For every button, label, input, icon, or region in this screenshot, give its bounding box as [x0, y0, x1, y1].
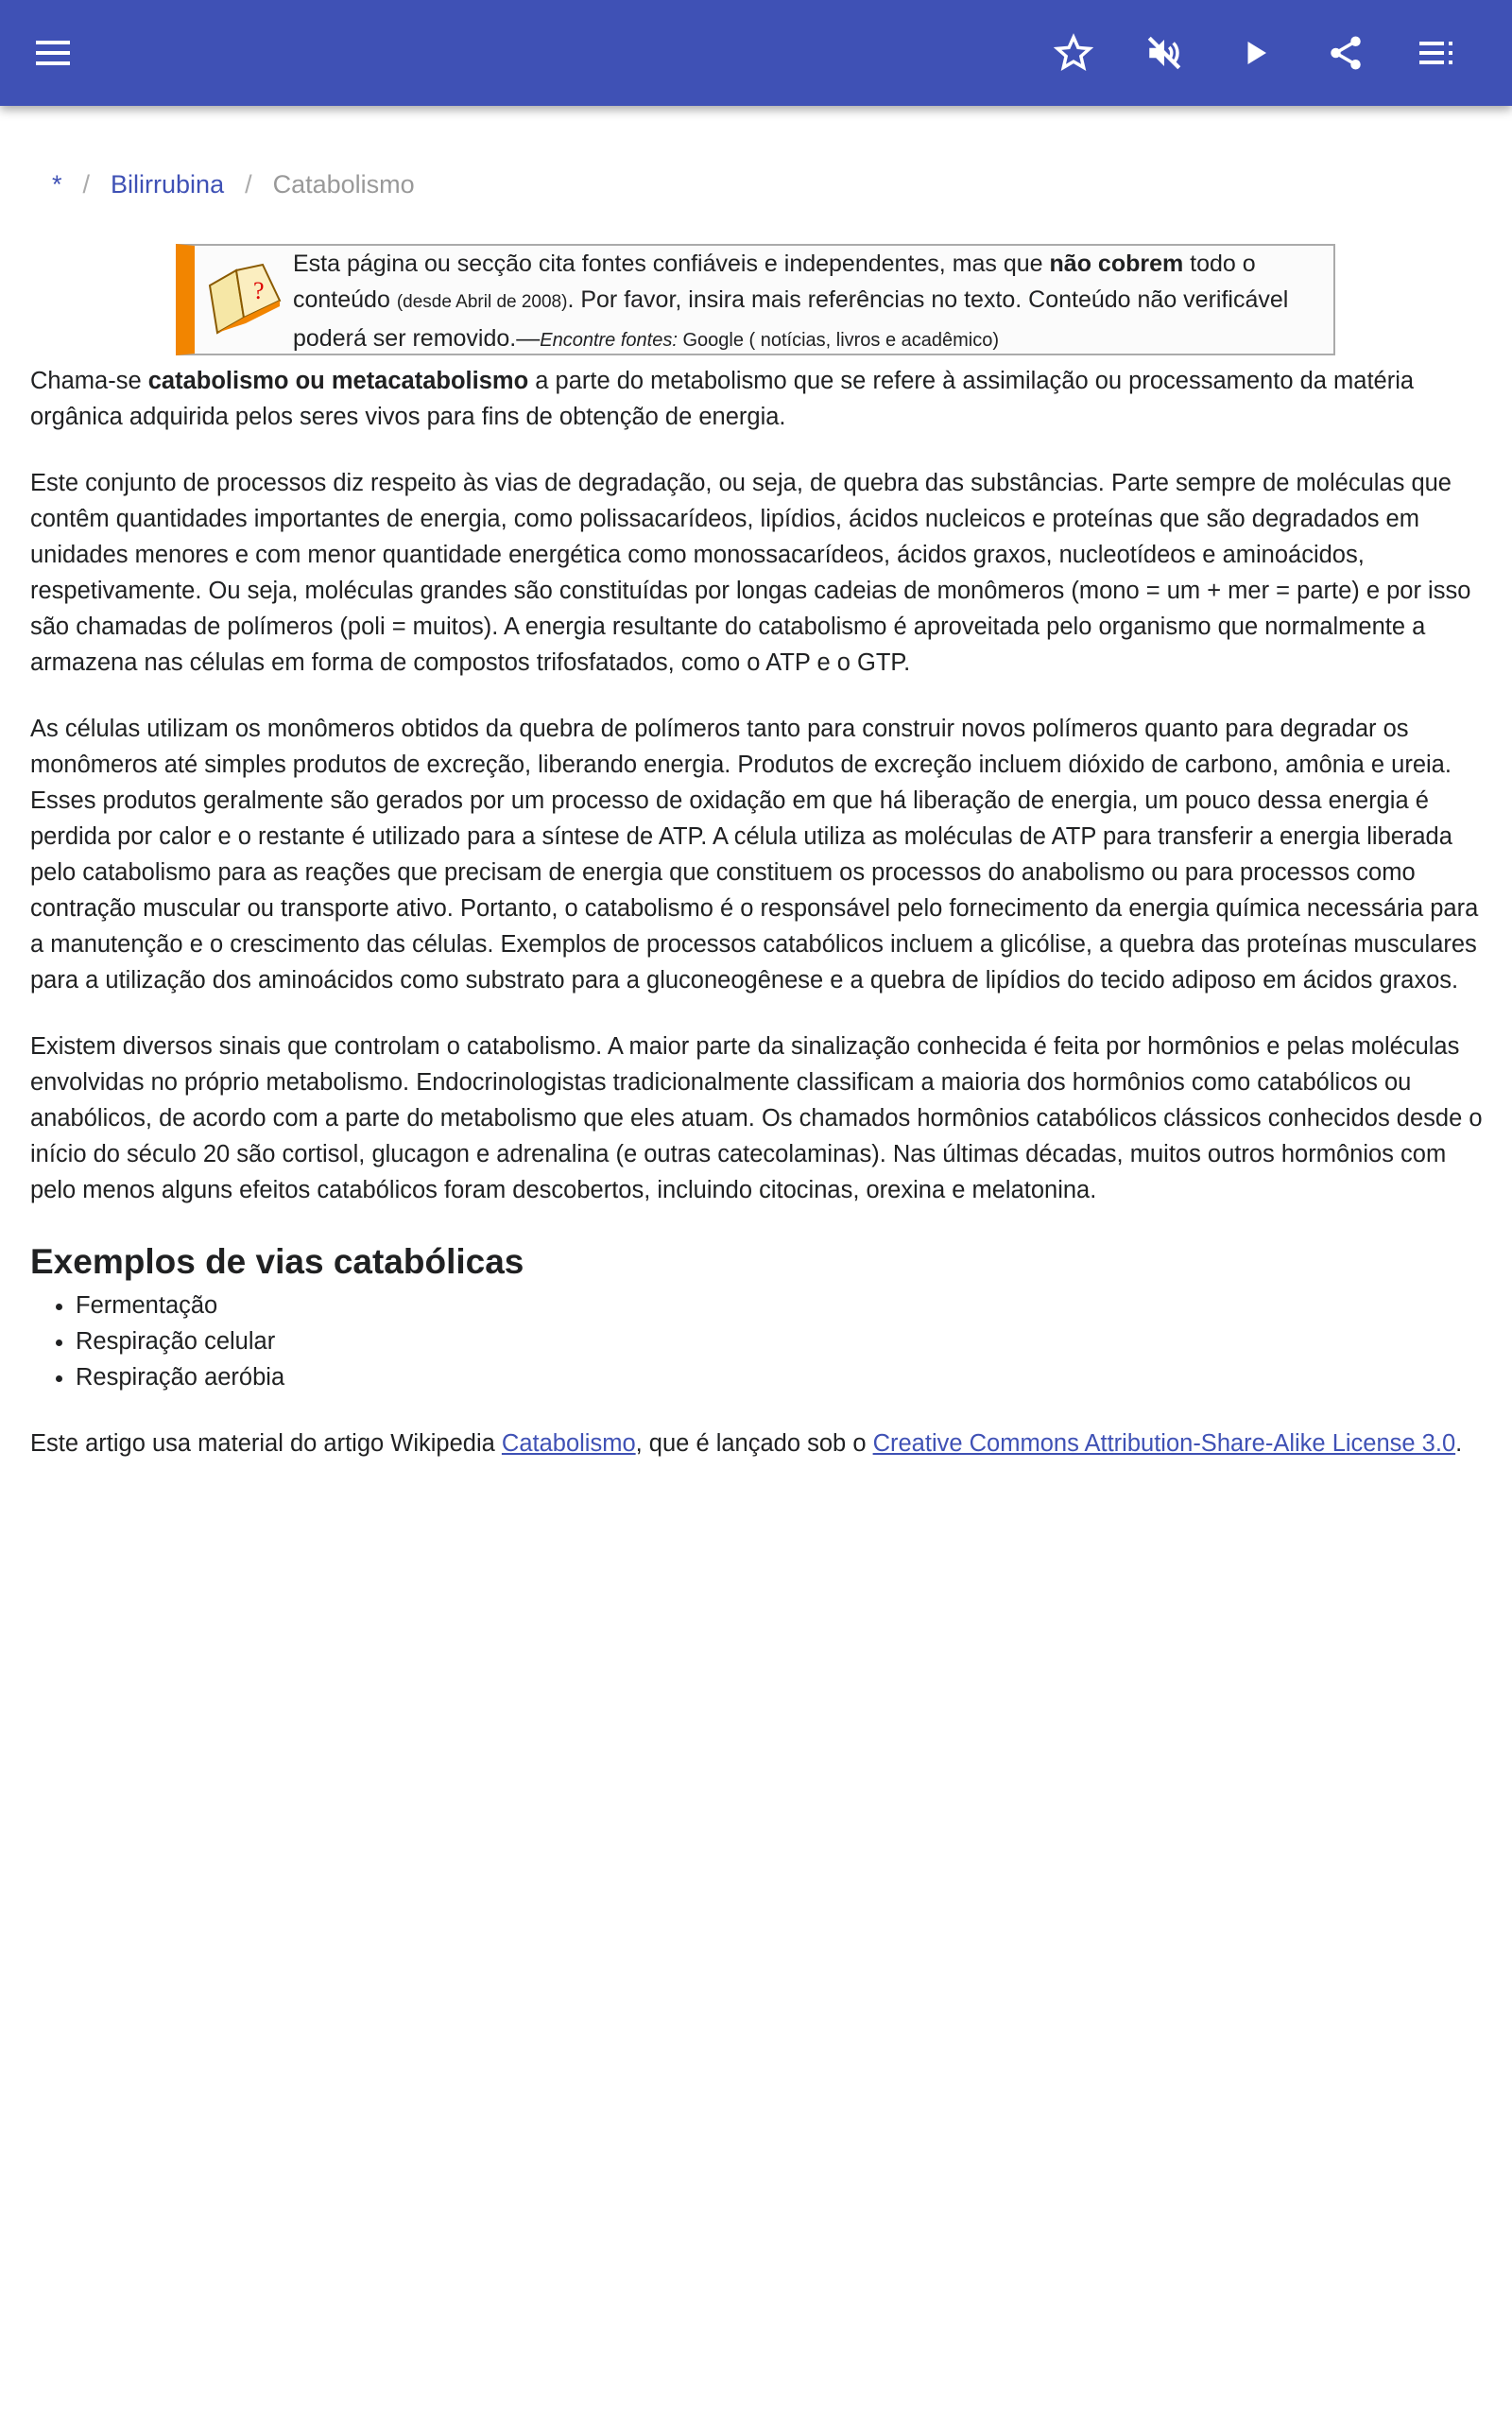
app-toolbar	[0, 0, 1512, 106]
list-item: • Fermentação	[76, 1288, 1486, 1323]
breadcrumb-current: Catabolismo	[272, 170, 415, 199]
notice-date: (desde Abril de 2008)	[396, 292, 568, 312]
paragraph: Existem diversos sinais que controlam o catabolismo. A maior parte da sinalização conhecida é feita por hormônios e pelas moléculas envolvidas no próprio metabolismo. Endocrinologistas tradicionalmente classificam a maioria dos hormônios como catabólicos ou anabólicos, de acordo com a parte do metabolismo que eles atuam. Os chamados hormônios catabólicos clássicos conhecidos desde o início do século 20 são cortisol, glucagon e adrenalina (e outras catecolaminas). Nas últimas décadas, muitos outros hormônios com pelo menos alguns efeitos catabólicos foram descobertos, incluindo citocinas, orexina e melatonina.	[30, 1033, 1483, 1203]
star-icon[interactable]	[1051, 30, 1096, 76]
list-item: • Respiração celular	[76, 1323, 1486, 1359]
notice-text: todo o conteúdo	[293, 251, 1256, 313]
section-heading: Exemplos de vias catabólicas	[30, 1242, 524, 1281]
text: , que é lançado sob o	[635, 1430, 873, 1457]
book-question-icon	[204, 263, 284, 345]
text: a parte do metabolismo que se refere à assimilação ou processamento da matéria orgânica adquirida pelos seres vivos para fins de obtenção de energia.	[30, 368, 1415, 430]
text: .	[1455, 1430, 1463, 1457]
svg-text:?: ?	[253, 277, 265, 304]
notice-text: . Por favor, insira mais referências no texto. Conteúdo não verificável poderá ser removido.—	[293, 286, 1289, 352]
license-link[interactable]: Creative Commons Attribution-Share-Alike License 3.0	[872, 1430, 1456, 1457]
article-content	[30, 363, 1486, 1492]
notice-bold: não cobrem	[1049, 251, 1184, 277]
breadcrumb	[52, 170, 415, 199]
notice-text: Esta página ou secção cita fontes confiáveis e independentes, mas que	[293, 251, 1050, 277]
paragraph: As células utilizam os monômeros obtidos da quebra de polímeros tanto para construir novos polímeros quanto para degradar os monômeros até simples produtos de excreção, liberando energia. Produtos de excreção incluem dióxido de carbono, amônia e ureia. Esses produtos geralmente são gerados por um processo de oxidação em que há liberação de energia, um pouco dessa energia é perdida por calor e o restante é utilizado para a síntese de ATP. A célula utiliza as moléculas de ATP para transferir a energia liberada pelo catabolismo para as reações que precisam de energia que constituem os processos do anabolismo ou para processos como contração muscular ou transporte ativo. Portanto, o catabolismo é o responsável pelo fornecimento da energia química necessária para a manutenção e o crescimento das células. Exemplos de processos catabólicos incluem a glicólise, a quebra das proteínas musculares para a utilização dos aminoácidos como substrato para a gluconeogênese e a quebra de lipídios do tecido adiposo em ácidos graxos.	[30, 716, 1479, 994]
wikipedia-article-link[interactable]: Catabolismo	[501, 1430, 636, 1457]
text: Este artigo usa material do artigo Wikipedia	[30, 1430, 502, 1457]
text: Chama-se	[30, 368, 148, 394]
paragraph: Este conjunto de processos diz respeito às vias de degradação, ou seja, de quebra das substâncias. Parte sempre de moléculas que contêm quantidades importantes de energia, como polissacarídeos, lipídios, ácidos nucleicos e proteínas que são degradados em unidades menores e com menor quantidade energética como monossacarídeos, ácidos graxos, nucleotídeos e aminoácidos, respetivamente. Ou seja, moléculas grandes são constituídas por longas cadeias de monômeros (mono = um + mer = parte) e por isso são chamadas de polímeros (poli = muitos). A energia resultante do catabolismo é aproveitada pelo organismo que normalmente a armazena nas células em forma de compostos trifosfatados, como o ATP e o GTP.	[30, 470, 1471, 676]
paragraph-intro	[30, 363, 1486, 435]
find-sources-links[interactable]: Google ( notícias, livros e acadêmico)	[677, 330, 1000, 351]
breadcrumb-separator: /	[82, 170, 91, 199]
menu-icon[interactable]	[30, 30, 76, 76]
share-icon[interactable]	[1323, 30, 1368, 76]
volume-off-icon[interactable]	[1142, 30, 1187, 76]
playlist-icon[interactable]	[1414, 30, 1459, 76]
find-sources-label: Encontre fontes:	[540, 330, 678, 351]
play-icon[interactable]	[1232, 30, 1278, 76]
term-bold: catabolismo ou metacatabolismo	[147, 368, 529, 394]
attribution	[30, 1426, 1486, 1461]
list-item: • Respiração aeróbia	[76, 1359, 1486, 1395]
pathway-list	[76, 1288, 1486, 1395]
breadcrumb-parent[interactable]: Bilirrubina	[111, 170, 225, 199]
citation-notice	[176, 244, 1335, 355]
breadcrumb-separator: /	[245, 170, 252, 199]
breadcrumb-home[interactable]: *	[52, 170, 62, 199]
